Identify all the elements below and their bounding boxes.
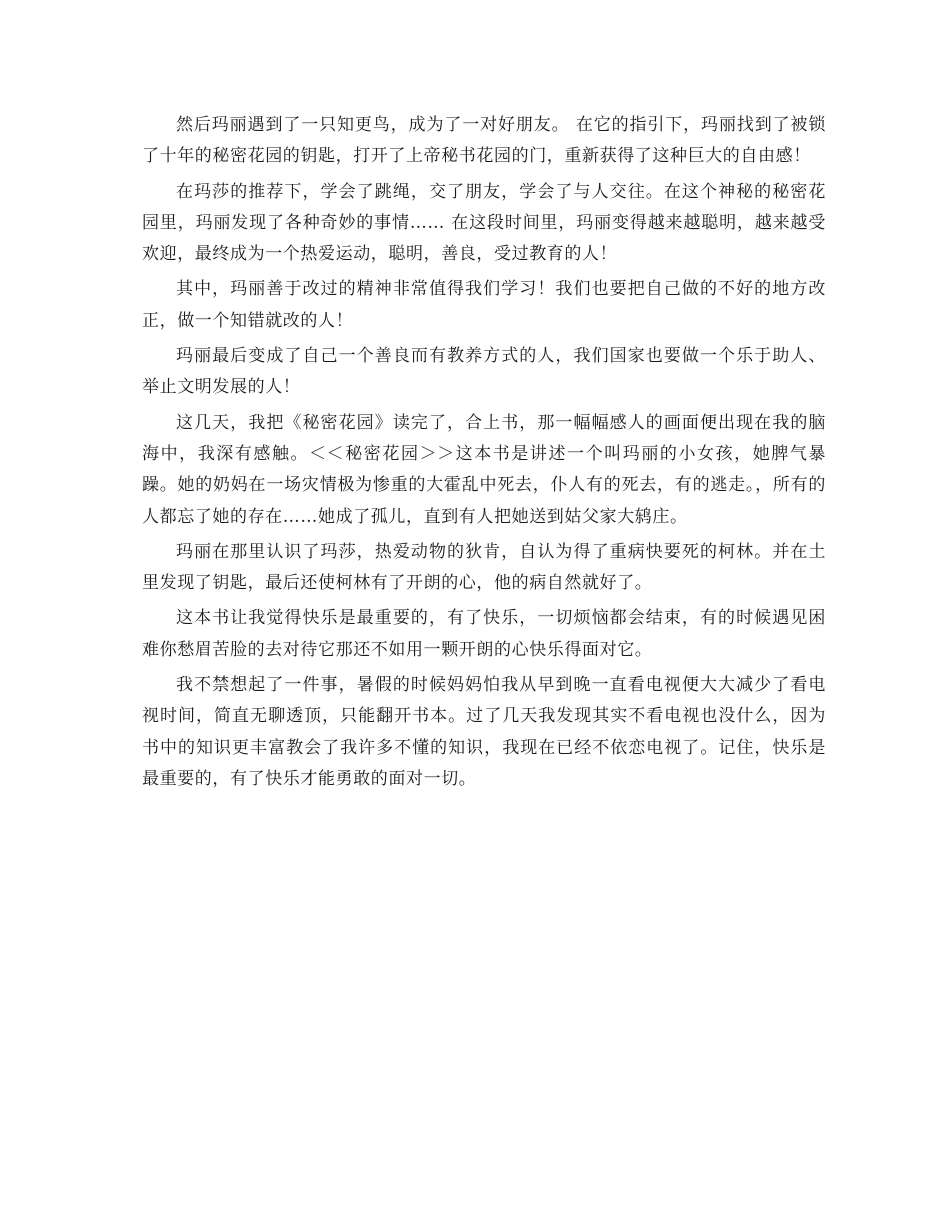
paragraph-5: 这几天，我把《秘密花园》读完了，合上书，那一幅幅感人的画面便出现在我的脑海中，我深有感触。＜＜秘密花园＞＞这本书是讲述一个叫玛丽的小女孩，她脾气暴躁。她的奶妈在一场灾情极为惨重的大霍乱中死去，仆人有的死去，有的逃走。，所有的人都忘了她的存在……她成了孤儿，直到有人把她送到姑父家大鸫庄。 (142, 412, 826, 527)
paragraph-3: 其中，玛丽善于改过的精神非常值得我们学习！我们也要把自己做的不好的地方改正，做一个知错就改的人！ (142, 279, 826, 331)
paragraph-6: 玛丽在那里认识了玛莎，热爱动物的狄肯，自认为得了重病快要死的柯林。并在土里发现了钥匙，最后还使柯林有了开朗的心，他的病自然就好了。 (142, 541, 826, 594)
document-body (142, 110, 826, 799)
paragraph-8: 我不禁想起了一件事，暑假的时候妈妈怕我从早到晚一直看电视便大大减少了看电视时间，简直无聊透顶，只能翻开书本。过了几天我发现其实不看电视也没什么，因为书中的知识更丰富教会了我许多不懂的知识，我现在已经不依恋电视了。记住，快乐是最重要的，有了快乐才能勇敢的面对一切。 (142, 675, 826, 789)
paragraph-7: 这本书让我觉得快乐是最重要的，有了快乐，一切烦恼都会结束，有的时候遇见困难你愁眉苦脸的去对待它那还不如用一颗开朗的心快乐得面对它。 (142, 608, 826, 660)
paragraph-4: 玛丽最后变成了自己一个善良而有教养方式的人，我们国家也要做一个乐于助人、举止文明发展的人！ (142, 346, 826, 398)
paragraph-1: 然后玛丽遇到了一只知更鸟，成为了一对好朋友。 在它的指引下，玛丽找到了被锁了十年的秘密花园的钥匙，打开了上帝秘书花园的门，重新获得了这种巨大的自由感！ (142, 115, 826, 167)
paragraph-2: 在玛莎的推荐下，学会了跳绳，交了朋友，学会了与人交往。在这个神秘的秘密花园里，玛丽发现了各种奇妙的事情…… 在这段时间里，玛丽变得越来越聪明，越来越受欢迎，最终成为一个热爱运动，聪明，善良，受过教育的人！ (142, 181, 826, 265)
